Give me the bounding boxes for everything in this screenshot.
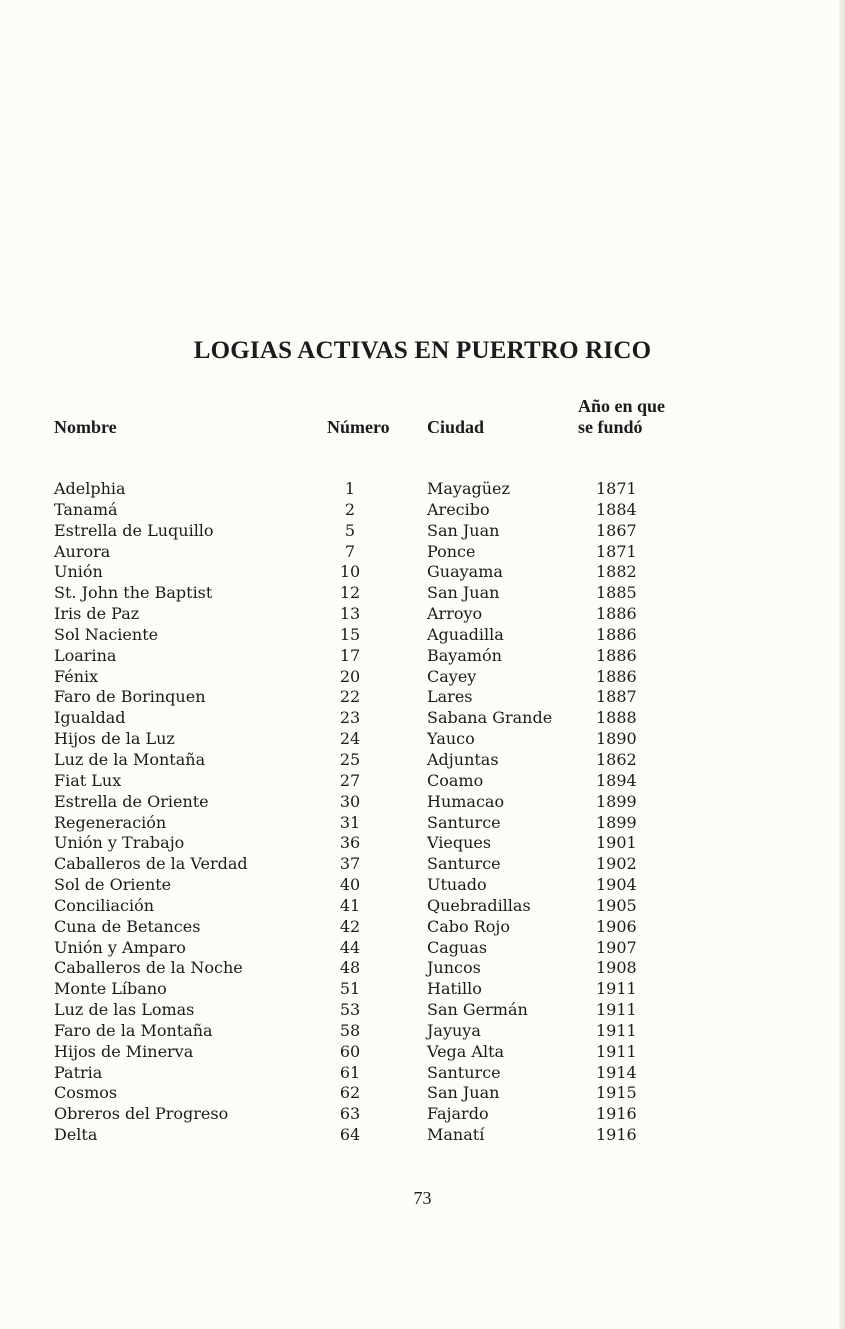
table-row	[0, 500, 845, 521]
lodge-year: 1915	[596, 1083, 637, 1103]
lodge-name: Sol de Oriente	[54, 875, 172, 895]
lodge-year: 1911	[596, 1000, 637, 1020]
lodge-year: 1908	[596, 958, 637, 978]
lodge-year: 1914	[596, 1062, 637, 1082]
column-header-year-line2: se fundó	[578, 417, 643, 437]
table-row	[0, 729, 845, 750]
lodge-number: 15	[339, 624, 361, 644]
table-row	[0, 1083, 845, 1104]
lodge-year: 1894	[596, 770, 637, 790]
table-row	[0, 708, 845, 729]
lodge-city: Utuado	[427, 875, 487, 895]
lodge-number: 41	[339, 895, 361, 915]
lodge-name: Estrella de Oriente	[54, 791, 209, 811]
lodge-city: Vieques	[427, 833, 492, 853]
lodge-number: 51	[339, 979, 361, 999]
lodge-number: 61	[339, 1062, 361, 1082]
lodge-number: 2	[344, 499, 356, 519]
lodges-table	[0, 479, 845, 1146]
lodge-name: Caballeros de la Verdad	[54, 854, 248, 874]
lodge-city: Sabana Grande	[427, 708, 553, 728]
lodge-name: Loarina	[54, 645, 117, 665]
lodge-year: 1884	[596, 499, 637, 519]
lodge-year: 1911	[596, 1041, 637, 1061]
table-row	[0, 1104, 845, 1125]
lodge-name: Estrella de Luquillo	[54, 520, 214, 540]
table-row	[0, 1021, 845, 1042]
lodge-name: Hijos de Minerva	[54, 1041, 194, 1061]
lodge-name: Sol Naciente	[54, 624, 159, 644]
lodge-year: 1901	[596, 833, 637, 853]
lodge-name: Obreros del Progreso	[54, 1104, 229, 1124]
lodge-year: 1862	[596, 749, 637, 769]
lodge-name: Regeneración	[54, 812, 167, 832]
lodge-city: Santurce	[427, 812, 501, 832]
lodge-number: 10	[339, 562, 361, 582]
lodge-name: Iris de Paz	[54, 604, 140, 624]
lodge-city: San Juan	[427, 520, 500, 540]
lodge-name: Cuna de Betances	[54, 916, 201, 936]
lodge-name: Fénix	[54, 666, 99, 686]
table-row	[0, 1000, 845, 1021]
lodge-city: Juncos	[427, 958, 481, 978]
table-row	[0, 1042, 845, 1063]
lodge-number: 5	[344, 520, 356, 540]
table-row	[0, 646, 845, 667]
lodge-number: 31	[339, 812, 361, 832]
page-number: 73	[413, 1188, 432, 1208]
lodge-city: Bayamón	[427, 645, 502, 665]
table-row	[0, 938, 845, 959]
lodge-year: 1916	[596, 1125, 637, 1145]
column-header-number: Número	[327, 417, 390, 437]
lodge-number: 37	[339, 854, 361, 874]
lodge-name: Luz de la Montaña	[54, 749, 206, 769]
lodge-number: 20	[339, 666, 361, 686]
lodge-year: 1906	[596, 916, 637, 936]
table-row	[0, 542, 845, 563]
lodge-city: Fajardo	[427, 1104, 489, 1124]
lodge-year: 1871	[596, 479, 637, 498]
table-row	[0, 479, 845, 500]
lodge-name: Tanamá	[54, 499, 118, 519]
table-row	[0, 625, 845, 646]
table-row	[0, 604, 845, 625]
lodge-city: Coamo	[427, 770, 484, 790]
lodge-number: 17	[339, 645, 361, 665]
lodge-name: Hijos de la Luz	[54, 729, 175, 749]
table-row	[0, 896, 845, 917]
lodge-name: Luz de las Lomas	[54, 1000, 195, 1020]
lodge-number: 53	[339, 1000, 361, 1020]
lodge-name: Monte Líbano	[54, 979, 167, 999]
lodge-city: Adjuntas	[427, 749, 499, 769]
lodge-city: Mayagüez	[427, 479, 510, 498]
lodge-number: 25	[339, 749, 361, 769]
table-row	[0, 813, 845, 834]
table-row	[0, 792, 845, 813]
lodge-year: 1904	[596, 875, 637, 895]
lodge-city: Arecibo	[427, 499, 490, 519]
lodge-city: Santurce	[427, 1062, 501, 1082]
table-row	[0, 917, 845, 938]
lodge-name: Cosmos	[54, 1083, 118, 1103]
table-row	[0, 583, 845, 604]
lodge-city: San Juan	[427, 1083, 500, 1103]
lodge-name: Unión y Amparo	[54, 937, 186, 957]
lodge-number: 24	[339, 729, 361, 749]
lodge-number: 23	[339, 708, 361, 728]
column-header-city: Ciudad	[427, 417, 485, 437]
table-row	[0, 1063, 845, 1084]
lodge-city: Caguas	[427, 937, 488, 957]
lodge-name: St. John the Baptist	[54, 583, 213, 603]
lodge-year: 1886	[596, 624, 637, 644]
table-row	[0, 875, 845, 896]
lodge-city: Hatillo	[427, 979, 482, 999]
lodge-year: 1885	[596, 583, 637, 603]
lodge-number: 36	[339, 833, 361, 853]
lodge-number: 30	[339, 791, 361, 811]
lodge-city: Humacao	[427, 791, 505, 811]
lodge-city: Aguadilla	[427, 624, 504, 644]
lodge-year: 1916	[596, 1104, 637, 1124]
lodge-name: Delta	[54, 1125, 98, 1145]
lodge-city: Lares	[427, 687, 473, 707]
table-row	[0, 667, 845, 688]
lodge-year: 1871	[596, 541, 637, 561]
lodge-name: Faro de Borinquen	[54, 687, 206, 707]
table-row	[0, 750, 845, 771]
lodge-city: San Germán	[427, 1000, 528, 1020]
lodge-number: 22	[339, 687, 361, 707]
lodge-city: Quebradillas	[427, 895, 531, 915]
lodge-city: Ponce	[427, 541, 476, 561]
lodge-city: Cabo Rojo	[427, 916, 511, 936]
lodge-number: 62	[339, 1083, 361, 1103]
lodge-year: 1899	[596, 812, 637, 832]
lodge-number: 27	[339, 770, 361, 790]
lodge-city: Manatí	[427, 1125, 485, 1145]
lodge-city: Arroyo	[427, 604, 483, 624]
lodge-year: 1888	[596, 708, 637, 728]
column-header-year-line1: Año en que	[578, 396, 666, 416]
lodge-name: Patria	[54, 1062, 103, 1082]
lodge-number: 63	[339, 1104, 361, 1124]
lodge-name: Faro de la Montaña	[54, 1020, 213, 1040]
lodge-year: 1886	[596, 645, 637, 665]
lodge-year: 1907	[596, 937, 637, 957]
table-row	[0, 854, 845, 875]
table-row	[0, 521, 845, 542]
lodge-year: 1905	[596, 895, 637, 915]
lodge-city: Jayuya	[427, 1020, 481, 1040]
lodge-city: San Juan	[427, 583, 500, 603]
table-row	[0, 979, 845, 1000]
table-row	[0, 562, 845, 583]
lodge-year: 1882	[596, 562, 637, 582]
lodge-name: Conciliación	[54, 895, 155, 915]
lodge-year: 1886	[596, 604, 637, 624]
lodge-name: Caballeros de la Noche	[54, 958, 243, 978]
lodge-city: Vega Alta	[427, 1041, 505, 1061]
table-row	[0, 771, 845, 792]
lodge-number: 60	[339, 1041, 361, 1061]
table-row	[0, 833, 845, 854]
lodge-name: Adelphia	[54, 479, 126, 498]
lodge-number: 1	[344, 479, 356, 498]
lodge-city: Yauco	[427, 729, 475, 749]
lodge-number: 48	[339, 958, 361, 978]
lodge-year: 1887	[596, 687, 637, 707]
lodge-name: Igualdad	[54, 708, 126, 728]
table-row	[0, 687, 845, 708]
lodge-name: Unión y Trabajo	[54, 833, 185, 853]
column-header-year	[578, 396, 665, 438]
lodge-year: 1867	[596, 520, 637, 540]
lodge-name: Aurora	[54, 541, 111, 561]
table-row	[0, 1125, 845, 1146]
lodge-city: Guayama	[427, 562, 503, 582]
lodge-year: 1911	[596, 1020, 637, 1040]
lodge-year: 1902	[596, 854, 637, 874]
column-header-name: Nombre	[54, 417, 117, 437]
page-edge	[839, 0, 845, 1329]
lodge-number: 64	[339, 1125, 361, 1145]
lodge-number: 40	[339, 875, 361, 895]
lodge-number: 44	[339, 937, 361, 957]
lodge-number: 12	[339, 583, 361, 603]
lodge-year: 1911	[596, 979, 637, 999]
lodge-year: 1890	[596, 729, 637, 749]
lodge-name: Fiat Lux	[54, 770, 122, 790]
page-title: LOGIAS ACTIVAS EN PUERTRO RICO	[193, 337, 652, 364]
lodge-year: 1899	[596, 791, 637, 811]
lodge-number: 7	[344, 541, 356, 561]
lodge-city: Cayey	[427, 666, 477, 686]
lodge-number: 42	[339, 916, 361, 936]
lodge-number: 58	[339, 1020, 361, 1040]
lodge-number: 13	[339, 604, 361, 624]
lodge-city: Santurce	[427, 854, 501, 874]
lodge-name: Unión	[54, 562, 103, 582]
lodge-year: 1886	[596, 666, 637, 686]
table-row	[0, 958, 845, 979]
